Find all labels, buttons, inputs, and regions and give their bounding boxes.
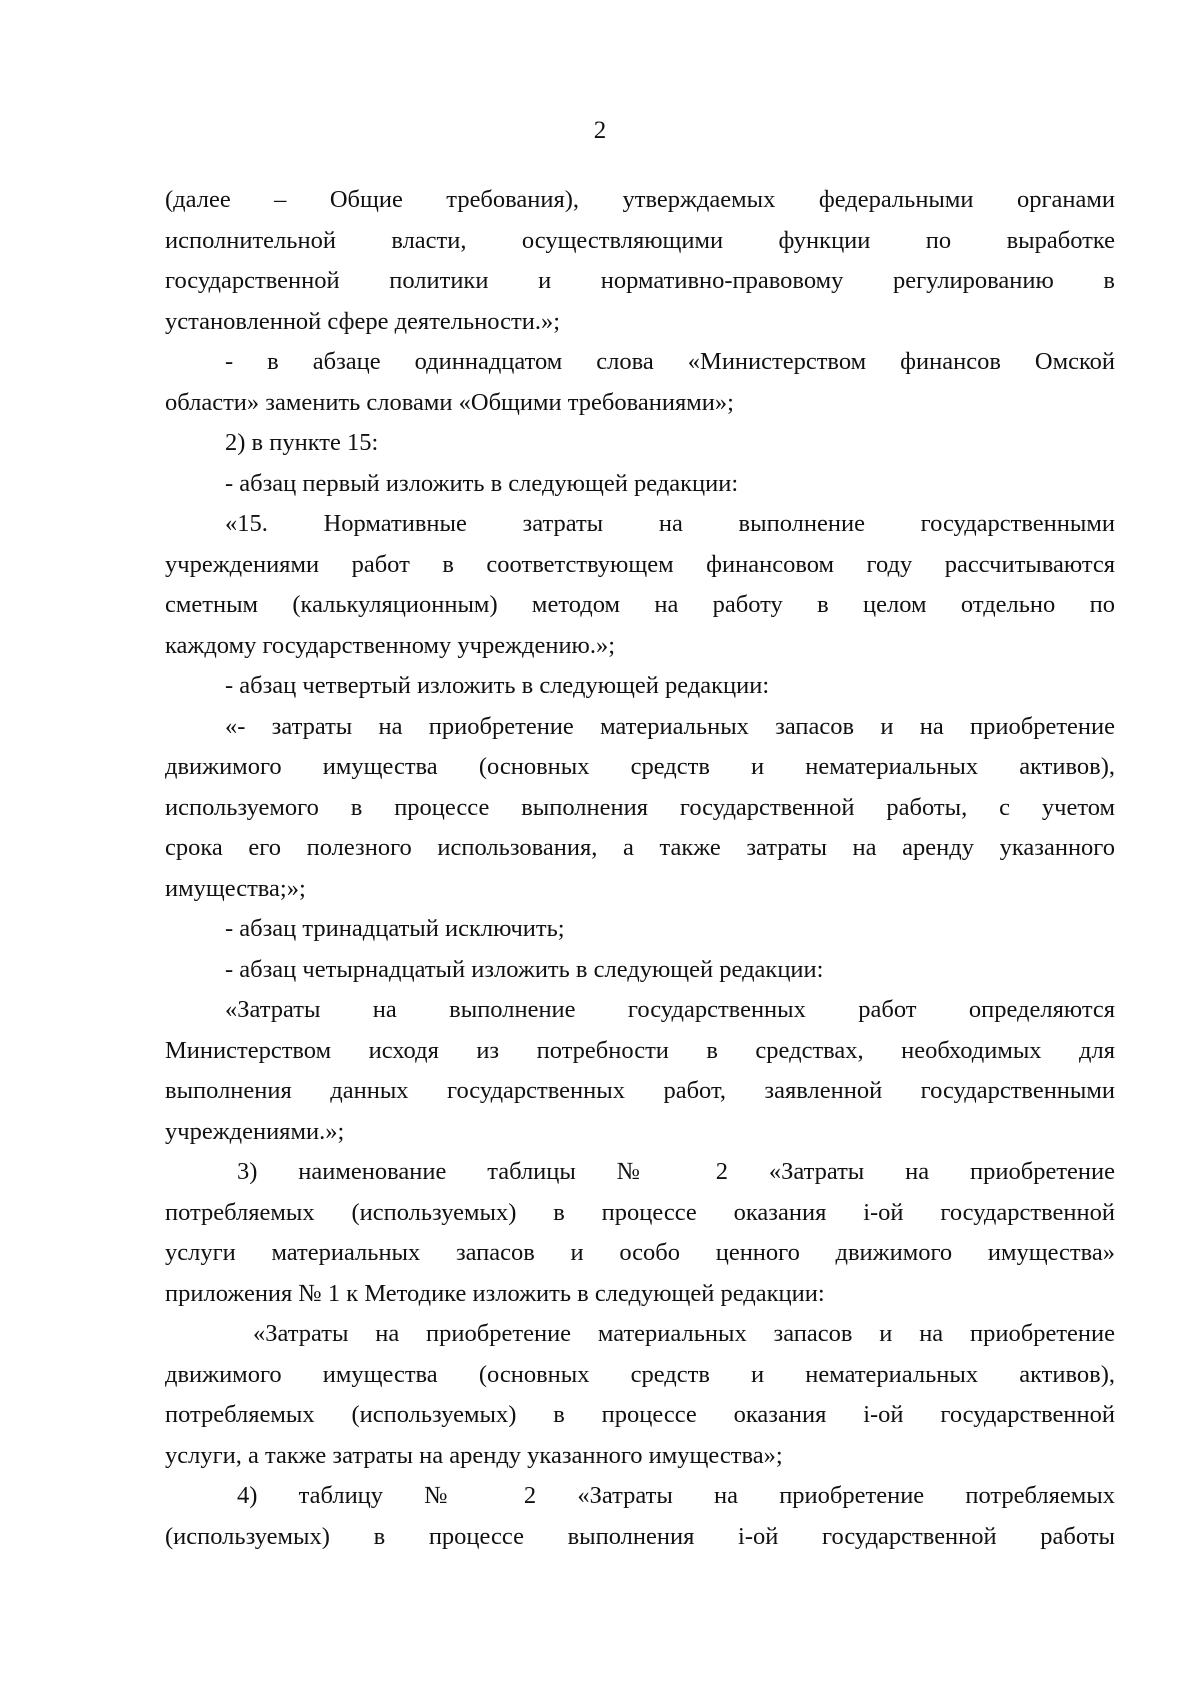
- text-line: области» заменить словами «Общими требованиями»;: [165, 388, 734, 416]
- text-line: исполнительной власти, осуществляющими функции по выработке: [165, 226, 1115, 254]
- text-line: 3) наименование таблицы № 2 «Затраты на приобретение: [237, 1158, 1115, 1185]
- text-line: 2) в пункте 15:: [225, 429, 379, 456]
- text-line: - в абзаце одиннадцатом слова «Министерством финансов Омской: [225, 348, 1115, 375]
- text-line: государственной политики и нормативно-правовому регулированию в: [165, 267, 1115, 294]
- text-line: услуги материальных запасов и особо ценного движимого имущества»: [165, 1239, 1115, 1266]
- text-line: - абзац первый изложить в следующей редакции:: [225, 469, 739, 497]
- text-line: выполнения данных государственных работ, заявленной государственными: [165, 1077, 1115, 1104]
- text-line: учреждениями.»;: [165, 1117, 345, 1145]
- text-line: имущества;»;: [165, 874, 306, 902]
- text-line: движимого имущества (основных средств и нематериальных активов),: [165, 753, 1115, 780]
- text-line: «Затраты на приобретение материальных запасов и на приобретение: [253, 1320, 1115, 1347]
- text-line: 4) таблицу № 2 «Затраты на приобретение потребляемых: [237, 1482, 1115, 1509]
- text-line: потребляемых (используемых) в процессе оказания i-ой государственной: [165, 1401, 1115, 1428]
- text-line: (далее – Общие требования), утверждаемых федеральными органами: [165, 186, 1115, 213]
- text-line: услуги, а также затраты на аренду указанного имущества»;: [165, 1441, 783, 1469]
- text-line: каждому государственному учреждению.»;: [165, 631, 616, 659]
- text-line: «- затраты на приобретение материальных запасов и на приобретение: [225, 712, 1115, 740]
- text-line: - абзац четвертый изложить в следующей редакции:: [225, 672, 770, 699]
- text-line: приложения № 1 к Методике изложить в следующей редакции:: [165, 1279, 825, 1307]
- text-line: установленной сфере деятельности.»;: [165, 307, 561, 335]
- text-line: сметным (калькуляционным) методом на работу в целом отдельно по: [165, 591, 1115, 618]
- text-line: используемого в процессе выполнения государственной работы, с учетом: [165, 793, 1115, 821]
- text-line: «15. Нормативные затраты на выполнение государственными: [225, 510, 1115, 537]
- text-line: потребляемых (используемых) в процессе оказания i-ой государственной: [165, 1198, 1115, 1226]
- text-line: - абзац четырнадцатый изложить в следующей редакции:: [225, 955, 824, 983]
- text-line: движимого имущества (основных средств и нематериальных активов),: [165, 1360, 1115, 1388]
- text-line: Министерством исходя из потребности в средствах, необходимых для: [165, 1036, 1115, 1064]
- text-line: «Затраты на выполнение государственных работ определяются: [225, 996, 1115, 1023]
- text-line: срока его полезного использования, а также затраты на аренду указанного: [165, 834, 1115, 861]
- text-line: (используемых) в процессе выполнения i-ой государственной работы: [165, 1522, 1115, 1550]
- text-line: - абзац тринадцатый исключить;: [225, 915, 565, 942]
- text-line: учреждениями работ в соответствующем финансовом году рассчитываются: [165, 550, 1115, 578]
- page-number: 2: [593, 117, 607, 144]
- document-body: [165, 180, 1115, 1557]
